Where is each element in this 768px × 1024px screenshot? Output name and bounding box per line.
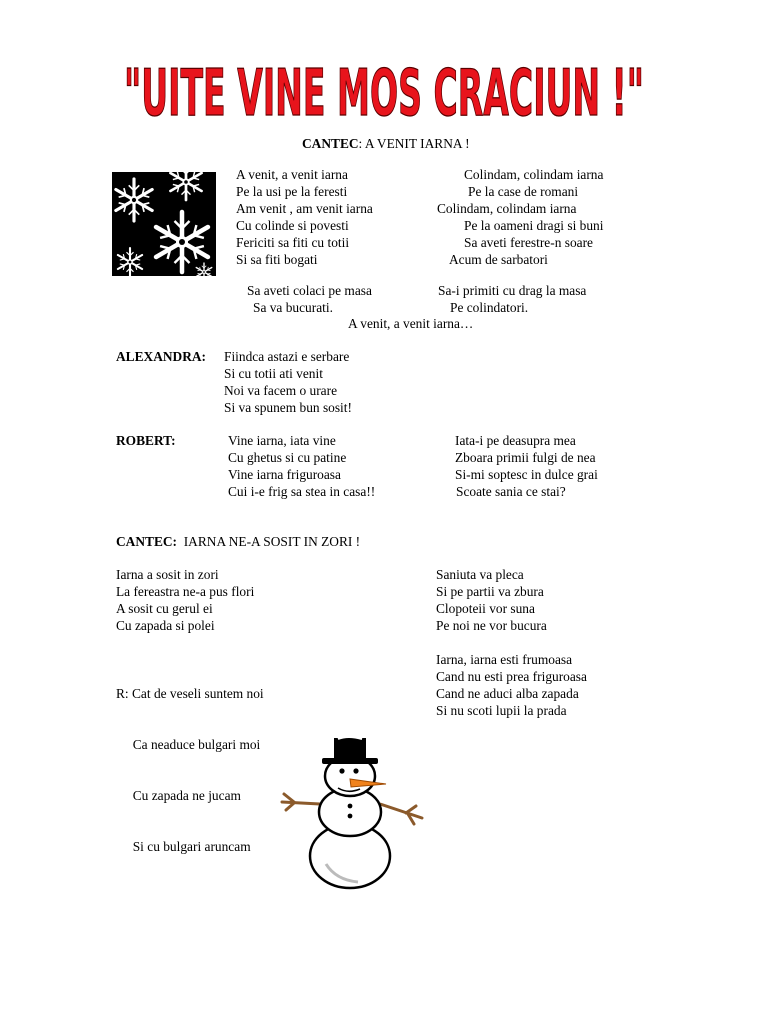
song1-closing: A venit, a venit iarna…	[348, 316, 474, 331]
verse-line: Colindam, colindam iarna	[464, 167, 604, 182]
song1-heading	[302, 135, 470, 152]
verse-line: Noi va facem o urare	[224, 383, 338, 398]
speaker-robert: ROBERT:	[116, 433, 176, 448]
verse-line: Iarna, iarna esti frumoasa	[436, 652, 573, 667]
song1-verse2-left	[247, 282, 372, 316]
verse-line: Cui i-e frig sa stea in casa!!	[228, 484, 376, 499]
verse-line: Pe la oameni dragi si buni	[464, 218, 604, 233]
song1-title: : A VENIT IARNA !	[358, 136, 470, 151]
verse-line: Iarna a sosit in zori	[116, 567, 219, 582]
snowflake-clipart-icon	[104, 162, 222, 280]
verse-line: Sa va bucurati.	[253, 300, 333, 315]
song2-label: CANTEC:	[116, 534, 178, 549]
song2-heading	[116, 533, 360, 550]
verse-line: A venit, a venit iarna	[236, 167, 348, 182]
verse-line: Si cu bulgari aruncam	[116, 839, 251, 854]
verse-line: Si pe partii va zbura	[436, 584, 544, 599]
robert-right-lines	[455, 432, 598, 500]
song1-label: CANTEC	[302, 136, 359, 151]
verse-line: Vine iarna, iata vine	[228, 433, 336, 448]
verse-line: Iata-i pe deasupra mea	[455, 433, 576, 448]
verse-line: Cand ne aduci alba zapada	[436, 686, 579, 701]
song2-title: IARNA NE-A SOSIT IN ZORI !	[177, 534, 361, 549]
verse-line: Zboara primii fulgi de nea	[455, 450, 596, 465]
song2-verse-right	[436, 566, 547, 634]
robert-left-lines	[228, 432, 375, 500]
verse-line: Clopoteii vor suna	[436, 601, 535, 616]
verse-line: Cu colinde si povesti	[236, 218, 349, 233]
verse-line: Si nu scoti lupii la prada	[436, 703, 567, 718]
song1-verse1-right	[437, 166, 603, 268]
page-title	[0, 58, 768, 128]
verse-line: Scoate sania ce stai?	[456, 484, 566, 499]
verse-line: Cu zapada si polei	[116, 618, 215, 633]
verse-line: Am venit , am venit iarna	[236, 201, 373, 216]
verse-line: Vine iarna friguroasa	[228, 467, 341, 482]
verse-line: Pe la case de romani	[468, 184, 579, 199]
song2-verse-left	[116, 566, 254, 634]
verse-line: Si-mi soptesc in dulce grai	[455, 467, 598, 482]
title-text: "UITE VINE MOS CRACIUN !"	[124, 58, 644, 128]
snowman-clipart-icon	[276, 732, 428, 892]
song1-verse1-left	[236, 166, 373, 268]
verse-line: La fereastra ne-a pus flori	[116, 584, 255, 599]
verse-line: Ca neaduce bulgari moi	[116, 737, 261, 752]
song2-refrain-right	[436, 651, 587, 719]
verse-line: Pe colindatori.	[450, 300, 529, 315]
verse-line: Fericiti sa fiti cu totii	[236, 235, 350, 250]
verse-line: Cu zapada ne jucam	[116, 788, 241, 803]
verse-line: Sa aveti ferestre-n soare	[464, 235, 594, 250]
verse-line: Si sa fiti bogati	[236, 252, 318, 267]
verse-line: Si va spunem bun sosit!	[224, 400, 352, 415]
verse-line: R: Cat de veseli suntem noi	[116, 686, 264, 701]
verse-line: Sa aveti colaci pe masa	[247, 283, 372, 298]
verse-line: Acum de sarbatori	[449, 252, 548, 267]
verse-line: A sosit cu gerul ei	[116, 601, 213, 616]
verse-line: Si cu totii ati venit	[224, 366, 323, 381]
verse-line: Colindam, colindam iarna	[437, 201, 577, 216]
verse-line: Fiindca astazi e serbare	[224, 349, 350, 364]
verse-line: Cand nu esti prea friguroasa	[436, 669, 587, 684]
verse-line: Sa-i primiti cu drag la masa	[438, 283, 587, 298]
alexandra-lines	[224, 348, 352, 416]
verse-line: Pe la usi pe la feresti	[236, 184, 348, 199]
verse-line: Pe noi ne vor bucura	[436, 618, 547, 633]
speaker-alexandra: ALEXANDRA:	[116, 349, 207, 364]
song1-verse2-right	[438, 282, 586, 316]
verse-line: Cu ghetus si cu patine	[228, 450, 347, 465]
song2-refrain-left	[116, 651, 264, 872]
verse-line: Saniuta va pleca	[436, 567, 524, 582]
